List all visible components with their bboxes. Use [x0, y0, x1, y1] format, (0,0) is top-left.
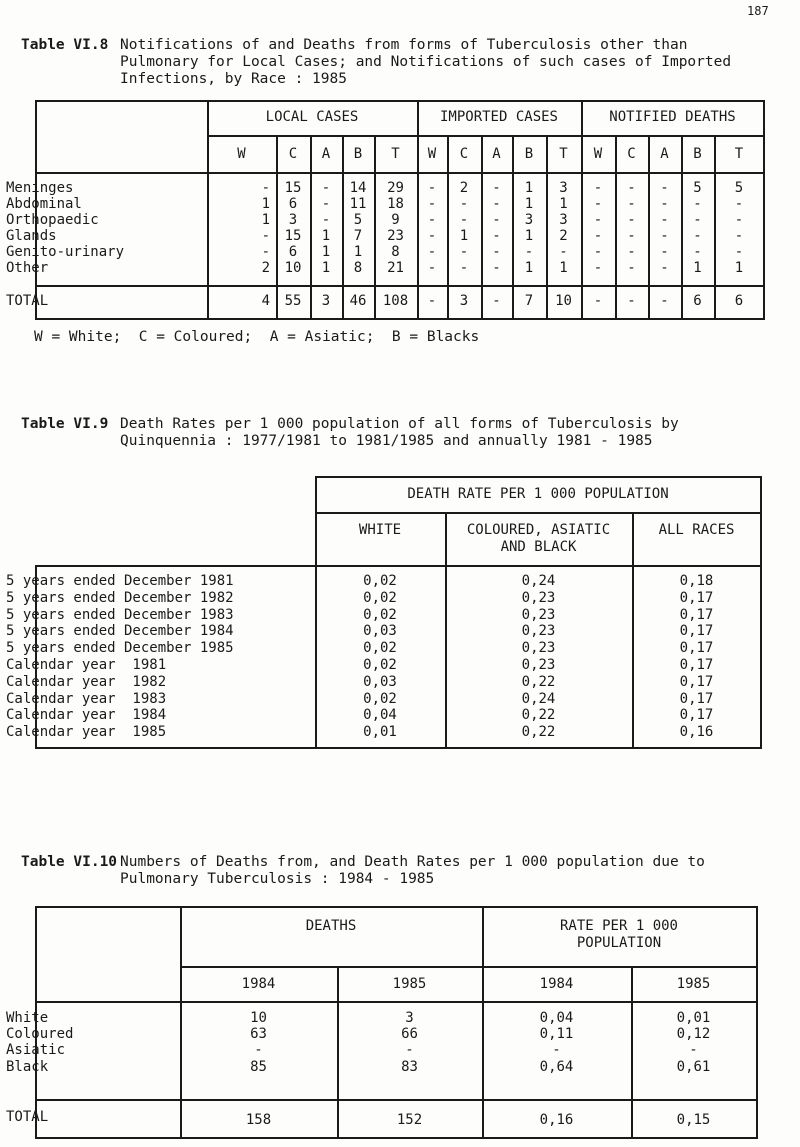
table-8-total-cell: - [627, 293, 636, 309]
table-8-total-cell: 55 [284, 293, 302, 309]
table-8-cell: 3 [288, 212, 298, 228]
table-8-cell: 1 [261, 196, 270, 212]
table-8-total-cell: 6 [734, 293, 744, 309]
table-9-white-cell: 0,04 [363, 707, 397, 724]
table-8-cell: - [593, 196, 603, 212]
table-8-cell: - [693, 228, 702, 244]
table-8-cell: 3 [559, 180, 568, 196]
table-8-total-cell: 3 [321, 293, 331, 309]
table-8-cell: - [593, 180, 603, 196]
table-8-cell: 18 [387, 196, 404, 212]
table-8-cell: - [492, 244, 501, 260]
table-8-cell: - [524, 244, 534, 260]
subheader-a: A [492, 146, 501, 162]
table-8-cell: - [693, 244, 702, 260]
table-8-cell: - [593, 212, 603, 228]
table-10-cell: 66 [401, 1026, 418, 1042]
table-8-cell: - [593, 244, 603, 260]
table-8-cell: - [660, 228, 669, 244]
subheader-t: T [391, 146, 400, 162]
table-9-row-label: 5 years ended December 1985 [6, 640, 234, 657]
table-8-cell: 5 [734, 180, 744, 196]
table-8-cell: - [693, 196, 702, 212]
table-8-cell: - [627, 196, 636, 212]
header-imported-cases: IMPORTED CASES [439, 109, 558, 125]
table-9-white-cell: 0,03 [363, 623, 397, 640]
table-8-cell: - [559, 244, 568, 260]
table-8-cell: - [427, 180, 437, 196]
table-8-total-cell: - [492, 293, 501, 309]
row-label-abdominal: Abdominal [6, 196, 82, 212]
table-9-white-cell: 0,02 [363, 657, 397, 673]
table-8-cell: 3 [559, 212, 568, 228]
table-8-cell: - [734, 228, 744, 244]
table-8-cell: 1 [559, 196, 568, 212]
subheader-b: B [524, 146, 534, 162]
table-9-cab-cell: 0,23 [521, 623, 556, 640]
table-10-title-line-1: Numbers of Deaths from, and Death Rates per 1 000 population due to [120, 854, 705, 870]
row-label-meninges: Meninges [6, 180, 74, 196]
table-8-cell: - [492, 228, 501, 244]
table-9-all-races-cell: 0,18 [679, 573, 714, 589]
table-10-total-cell: 158 [245, 1112, 272, 1128]
table-8-total-cell: - [593, 293, 603, 309]
header-local-cases: LOCAL CASES [265, 109, 359, 125]
table-8-cell: 5 [353, 212, 363, 228]
table-10-row-label: Black [6, 1059, 49, 1075]
table-10-cell: - [254, 1042, 263, 1058]
table-8-cell: 15 [284, 228, 302, 244]
table-8-cell: - [660, 244, 669, 260]
table-10-cell: 83 [401, 1059, 418, 1075]
table-9-cab-cell: 0,22 [521, 724, 556, 741]
table-8-cell: 2 [261, 260, 270, 276]
table-9-row-label: Calendar year 1984 [6, 707, 167, 724]
table-10-cell: 0,01 [676, 1010, 711, 1026]
table-8-cell: - [492, 180, 501, 196]
table-8-cell: 14 [349, 180, 367, 196]
table-8-cell: - [734, 196, 744, 212]
table-8-cell: - [734, 212, 744, 228]
table-8-cell: - [261, 228, 270, 244]
table-10-cell: 10 [250, 1010, 267, 1026]
table-8-cell: - [427, 196, 437, 212]
table-8-cell: 1 [524, 260, 534, 276]
table-8-total-cell: 4 [261, 293, 270, 309]
row-label-total: TOTAL [6, 293, 49, 309]
table-10-cell: 85 [250, 1059, 267, 1075]
table-8-cell: - [492, 260, 501, 276]
subheader-c: C [459, 146, 469, 162]
table-8-cell: - [627, 228, 636, 244]
row-label-other: Other [6, 260, 49, 276]
table-8-label: Table VI.8 [21, 37, 109, 53]
subheader-b: B [353, 146, 363, 162]
table-9-white-cell: 0,02 [363, 690, 397, 707]
table-8-title-line-3: Infections, by Race : 1985 [120, 71, 347, 87]
table-8-cell: 1 [693, 260, 702, 276]
table-10-total-label: TOTAL [6, 1109, 49, 1125]
year-1985: 1985 [392, 976, 427, 992]
table-8-cell: - [492, 196, 501, 212]
table-10-cell: 63 [250, 1026, 267, 1042]
table-8-cell: 1 [559, 260, 568, 276]
table-9-row-label: 5 years ended December 1983 [6, 606, 234, 623]
table-9-cab-cell: 0,22 [521, 673, 556, 690]
table-8-cell: 1 [321, 244, 331, 260]
table-8-cell: 1 [524, 180, 534, 196]
table-9-all-races-cell: 0,17 [679, 623, 714, 640]
table-8-cell: 15 [284, 180, 302, 196]
table-8-cell: - [459, 244, 469, 260]
table-10-total-cell: 0,16 [539, 1112, 574, 1128]
year-1984: 1984 [539, 976, 574, 992]
table-9-white-cell: 0,01 [363, 724, 397, 741]
table-9-cab-cell: 0,24 [521, 690, 556, 707]
table-8-total-cell: 3 [459, 293, 469, 309]
table-10-row-label: Coloured [6, 1026, 74, 1042]
table-8-cell: - [627, 180, 636, 196]
table-8-cell: 1 [321, 228, 331, 244]
column-all-races: ALL RACES [658, 522, 735, 538]
table-8-cell: 21 [387, 260, 404, 276]
table-8-cell: - [593, 228, 603, 244]
table-8-cell: 6 [288, 196, 298, 212]
table-8-title-line-1: Notifications of and Deaths from forms of Tuberculosis other than [120, 37, 688, 53]
row-label-genito-urinary: Genito-urinary [6, 244, 125, 260]
table-8-cell: - [660, 260, 669, 276]
page-number: 187 [747, 4, 769, 18]
subheader-c: C [288, 146, 298, 162]
table-9-all-races-cell: 0,16 [679, 724, 714, 741]
subheader-w: W [237, 146, 246, 162]
table-9-title-line-2: Quinquennia : 1977/1981 to 1981/1985 and annually 1981 - 1985 [120, 433, 653, 449]
table-8-cell: - [459, 260, 469, 276]
table-8-cell: - [660, 212, 669, 228]
year-1984: 1984 [241, 976, 276, 992]
table-9-row-label: Calendar year 1982 [6, 673, 167, 690]
subheader-t: T [734, 146, 744, 162]
table-8-cell: 5 [693, 180, 702, 196]
table-9-row-label: 5 years ended December 1982 [6, 589, 234, 606]
table-8-cell: - [459, 212, 469, 228]
table-9-row-label: Calendar year 1983 [6, 690, 167, 707]
table-9-all-races-cell: 0,17 [679, 707, 714, 724]
table-8-cell: 8 [353, 260, 363, 276]
subheader-w: W [593, 146, 603, 162]
table-8-cell: - [427, 212, 437, 228]
table-9-cab-cell: 0,23 [521, 657, 556, 673]
table-8-cell: 1 [524, 228, 534, 244]
table-10-total-cell: 0,15 [676, 1112, 711, 1128]
table-8-cell: 1 [459, 228, 469, 244]
table-8-cell: 2 [459, 180, 469, 196]
table-8-title-line-2: Pulmonary for Local Cases; and Notifications of such cases of Imported [120, 54, 732, 70]
table-9-white-cell: 0,02 [363, 640, 397, 657]
table-8-cell: 9 [391, 212, 400, 228]
table-10-row-label: Asiatic [6, 1042, 66, 1058]
table-8-cell: 23 [387, 228, 404, 244]
table-8-cell: - [627, 260, 636, 276]
table-8-cell: - [693, 212, 702, 228]
table-8-total-cell: 6 [693, 293, 702, 309]
table-8-cell: - [660, 180, 669, 196]
table-9-all-races-cell: 0,17 [679, 657, 714, 673]
table-8-cell: 1 [261, 212, 270, 228]
table-8-cell: 8 [391, 244, 400, 260]
table-8-cell: 1 [734, 260, 744, 276]
table-8-legend: W = White; C = Coloured; A = Asiatic; B = Blacks [34, 329, 480, 345]
header-deaths: DEATHS [305, 918, 357, 934]
table-10-label: Table VI.10 [21, 854, 118, 870]
table-10-title-line-2: Pulmonary Tuberculosis : 1984 - 1985 [120, 871, 435, 887]
table-8-cell: 11 [349, 196, 367, 212]
table-10-row-label: White [6, 1010, 49, 1026]
table-9-white-cell: 0,02 [363, 606, 397, 623]
table-9-cab-cell: 0,23 [521, 640, 556, 657]
table-10-cell: 0,12 [676, 1026, 711, 1042]
table-8-cell: - [427, 260, 437, 276]
table-9-cab-cell: 0,23 [521, 589, 556, 606]
table-8-cell: - [261, 180, 270, 196]
table-9-white-cell: 0,02 [363, 573, 397, 589]
column-white: WHITE [358, 522, 402, 538]
table-9-row-label: Calendar year 1985 [6, 724, 167, 741]
table-9-white-cell: 0,03 [363, 673, 397, 690]
table-8-cell: 2 [559, 228, 568, 244]
table-8-total-cell: 7 [524, 293, 534, 309]
subheader-a: A [660, 146, 669, 162]
table-10-cell: 0,64 [539, 1059, 574, 1075]
table-9-all-races-cell: 0,17 [679, 589, 714, 606]
table-8-cell: 1 [353, 244, 363, 260]
row-label-orthopaedic: Orthopaedic [6, 212, 99, 228]
row-label-glands: Glands [6, 228, 57, 244]
table-9-row-label: Calendar year 1981 [6, 657, 167, 673]
table-8-total-cell: 10 [555, 293, 572, 309]
table-8-cell: - [321, 196, 331, 212]
table-8-total-cell: 46 [349, 293, 367, 309]
table-8-cell: - [321, 180, 331, 196]
table-9-all-races-cell: 0,17 [679, 606, 714, 623]
table-8-total-cell: 108 [382, 293, 409, 309]
table-9-cab-cell: 0,24 [521, 573, 556, 589]
table-10-cell: 3 [405, 1010, 414, 1026]
table-10-cell: - [552, 1042, 561, 1058]
subheader-b: B [693, 146, 702, 162]
column-coloured-asiatic-black: COLOURED, ASIATIC AND BLACK [466, 522, 611, 555]
table-8-cell: - [492, 212, 501, 228]
table-8-cell: 1 [524, 196, 534, 212]
table-8-cell: 29 [387, 180, 404, 196]
header-notified-deaths: NOTIFIED DEATHS [609, 109, 736, 125]
table-8-cell: - [627, 244, 636, 260]
subheader-c: C [627, 146, 636, 162]
table-8-total-cell: - [660, 293, 669, 309]
header-rate-per-1000: RATE PER 1 000 POPULATION [559, 918, 678, 951]
table-8-cell: - [261, 244, 270, 260]
table-8-cell: 6 [288, 244, 298, 260]
table-9-header: DEATH RATE PER 1 000 POPULATION [407, 486, 669, 502]
table-10-cell: - [689, 1042, 698, 1058]
table-10-total-cell: 152 [396, 1112, 423, 1128]
table-9-all-races-cell: 0,17 [679, 640, 714, 657]
table-8-cell: 3 [524, 212, 534, 228]
table-9-cab-cell: 0,23 [521, 606, 556, 623]
table-8-cell: 10 [284, 260, 302, 276]
table-9-cab-cell: 0,22 [521, 707, 556, 724]
table-8-cell: - [427, 244, 437, 260]
table-9-all-races-cell: 0,17 [679, 690, 714, 707]
table-8-cell: - [593, 260, 603, 276]
table-9-white-cell: 0,02 [363, 589, 397, 606]
year-1985: 1985 [676, 976, 711, 992]
table-10-cell: - [405, 1042, 414, 1058]
table-9-row-label: 5 years ended December 1984 [6, 623, 234, 640]
table-8-cell: - [459, 196, 469, 212]
table-9-all-races-cell: 0,17 [679, 673, 714, 690]
table-10-cell: 0,04 [539, 1010, 574, 1026]
table-8-cell: 1 [321, 260, 331, 276]
table-8-total-cell: - [427, 293, 437, 309]
table-9-title-line-1: Death Rates per 1 000 population of all forms of Tuberculosis by [120, 416, 679, 432]
subheader-t: T [559, 146, 568, 162]
table-8-cell: - [427, 228, 437, 244]
table-8-cell: - [321, 212, 331, 228]
table-8-cell: - [627, 212, 636, 228]
table-10-cell: 0,11 [539, 1026, 574, 1042]
table-8-cell: 7 [353, 228, 363, 244]
subheader-a: A [321, 146, 331, 162]
subheader-w: W [427, 146, 437, 162]
table-8-cell: - [660, 196, 669, 212]
table-9-label: Table VI.9 [21, 416, 109, 432]
table-10-cell: 0,61 [676, 1059, 711, 1075]
table-9-row-label: 5 years ended December 1981 [6, 573, 234, 589]
table-8-cell: - [734, 244, 744, 260]
